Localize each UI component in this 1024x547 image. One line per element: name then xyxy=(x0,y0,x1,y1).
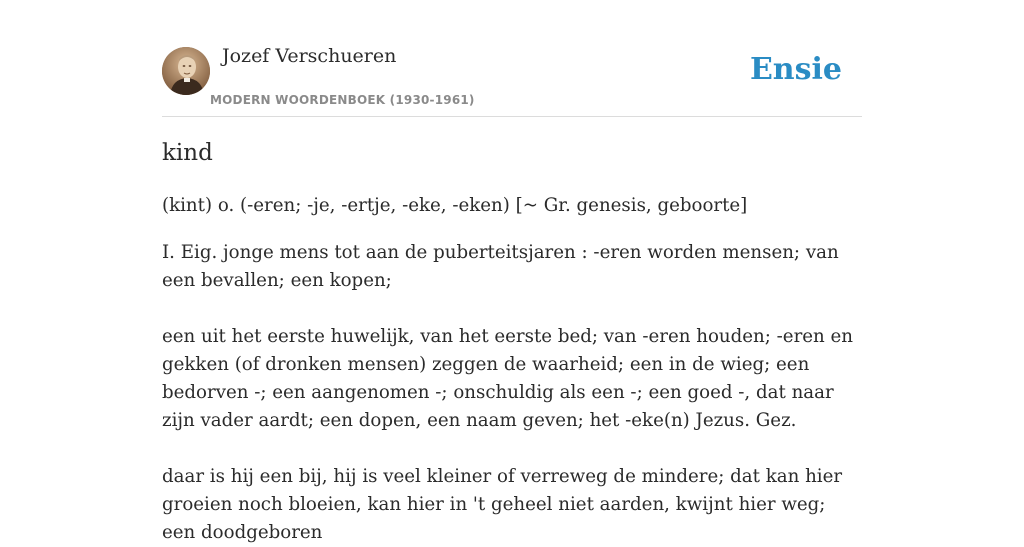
site-logo[interactable]: Ensie xyxy=(749,52,842,87)
author-name[interactable]: Jozef Verschueren xyxy=(222,45,397,67)
page-header xyxy=(162,0,862,117)
entry-etymology: (kint) o. (-eren; -je, -ertje, -eke, -eken) [~ Gr. genesis, geboorte] xyxy=(162,195,748,216)
avatar[interactable] xyxy=(162,47,210,95)
definition-paragraph: I. Eig. jonge mens tot aan de puberteitsjaren : -eren worden mensen; van een bevallen; een kopen; xyxy=(162,242,839,291)
definition-paragraph: een uit het eerste huwelijk, van het eerste bed; van -eren houden; -eren en gekken (of dronken mensen) zeggen de waarheid; een in de wieg; een bedorven -; een aangenomen -; onschuldig als een -; een goed -, dat naar zijn vader aardt; een dopen, een naam geven; het -eke(n) Jezus. Gez. xyxy=(162,326,853,431)
definition-paragraph: daar is hij een bij, hij is veel kleiner of verreweg de mindere; dat kan hier groeien noch bloeien, kan hier in 't geheel niet aarden, kwijnt hier weg; een doodgeboren xyxy=(162,466,843,543)
entry-title: kind xyxy=(162,140,213,166)
source-title[interactable]: MODERN WOORDENBOEK (1930-1961) xyxy=(210,93,475,107)
page-container xyxy=(162,0,862,543)
author-portrait-icon xyxy=(162,47,210,95)
